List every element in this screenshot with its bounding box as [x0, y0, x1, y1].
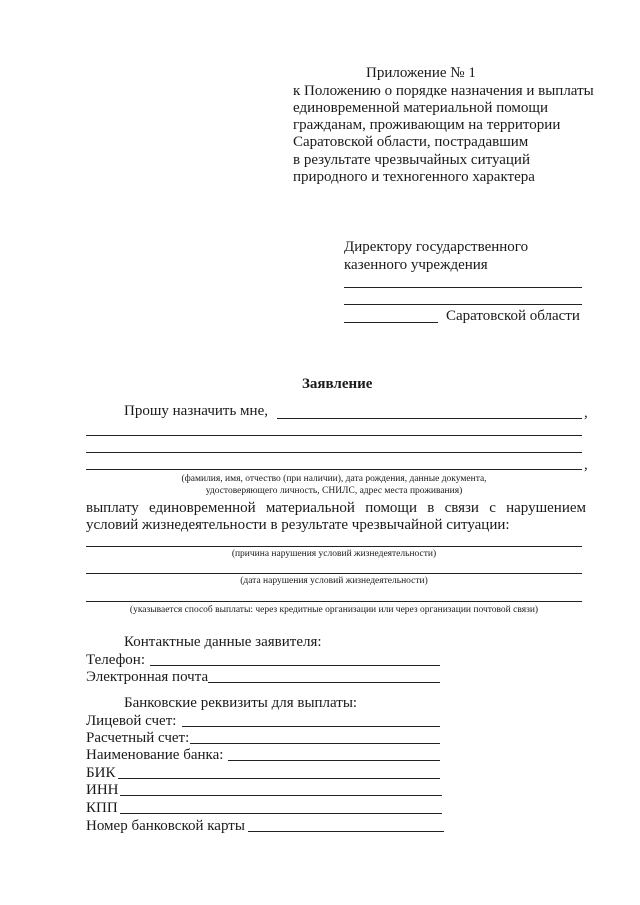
date-hint: (дата нарушения условий жизнедеятельности) — [240, 576, 428, 586]
bank-heading: Банковские реквизиты для выплаты: — [124, 695, 358, 711]
addressee-blank-3[interactable] — [344, 322, 438, 323]
date-blank[interactable] — [86, 573, 582, 574]
addressee-blank-1[interactable] — [344, 287, 582, 288]
inn-label: ИНН — [86, 782, 119, 798]
personal-account-label: Лицевой счет: — [86, 713, 177, 729]
addressee-blank-2[interactable] — [344, 304, 582, 305]
addressee-region: Саратовской области — [446, 308, 580, 324]
applicant-details-blank-2[interactable] — [86, 452, 582, 453]
appendix-line-4: Саратовской области, пострадавшим — [293, 134, 529, 150]
kpp-field[interactable] — [120, 813, 442, 814]
bik-field[interactable] — [118, 778, 440, 779]
appendix-line-2: единовременной материальной помощи — [293, 100, 548, 116]
email-field[interactable] — [208, 682, 440, 683]
settlement-account-label: Расчетный счет: — [86, 730, 190, 746]
request-body-2: условий жизнедеятельности в результате чрезвычайной ситуации: — [86, 517, 510, 533]
method-blank[interactable] — [86, 601, 582, 602]
phone-field[interactable] — [150, 665, 440, 666]
bank-name-label: Наименование банка: — [86, 747, 224, 763]
appendix-line-5: в результате чрезвычайных ситуаций — [293, 152, 530, 168]
applicant-details-blank-3[interactable] — [86, 469, 582, 470]
card-number-label: Номер банковской карты — [86, 818, 245, 834]
reason-blank[interactable] — [86, 546, 582, 547]
inn-field[interactable] — [120, 795, 442, 796]
bik-label: БИК — [86, 765, 116, 781]
person-hint-2: удостоверяющего личность, СНИЛС, адрес места проживания) — [205, 486, 463, 496]
addressee-line-1: Директору государственного — [344, 239, 529, 255]
appendix-line-3: гражданам, проживающим на территории — [293, 117, 561, 133]
card-number-field[interactable] — [248, 831, 444, 832]
appendix-line-6: природного и техногенного характера — [293, 169, 535, 185]
request-intro: Прошу назначить мне, — [124, 403, 268, 419]
person-hint-1: (фамилия, имя, отчество (при наличии), дата рождения, данные документа, — [181, 474, 487, 484]
applicant-name-blank[interactable] — [277, 418, 582, 419]
method-hint: (указывается способ выплаты: через кредитные организации или через организации почтовой связи) — [129, 605, 539, 615]
email-label: Электронная почта — [86, 669, 209, 685]
appendix-line-1: к Положению о порядке назначения и выплаты — [293, 83, 594, 99]
applicant-details-blank-1[interactable] — [86, 435, 582, 436]
request-body-1: выплату единовременной материальной помощи в связи с нарушением — [86, 500, 586, 516]
kpp-label: КПП — [86, 800, 118, 816]
personal-account-field[interactable] — [182, 726, 440, 727]
appendix-heading: Приложение № 1 — [366, 65, 476, 81]
request-comma-1: , — [584, 405, 588, 421]
phone-label: Телефон: — [86, 652, 145, 668]
request-comma-2: , — [584, 457, 588, 473]
document-title: Заявление — [302, 376, 373, 392]
reason-hint: (причина нарушения условий жизнедеятельности) — [231, 549, 437, 559]
addressee-line-2: казенного учреждения — [344, 257, 488, 273]
contacts-heading: Контактные данные заявителя: — [124, 634, 322, 650]
bank-name-field[interactable] — [228, 760, 440, 761]
settlement-account-field[interactable] — [190, 743, 440, 744]
